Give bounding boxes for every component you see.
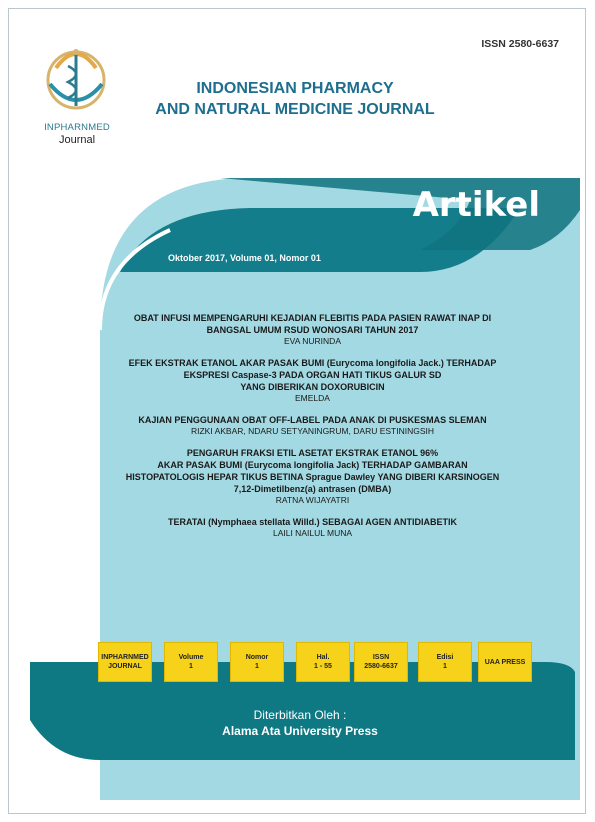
article-item [90,414,535,437]
publisher-label: Diterbitkan Oleh : [253,708,347,722]
artikel-heading: Artikel [412,185,540,225]
article-item [90,447,535,506]
info-box-issn: ISSN 2580-6637 [354,642,408,682]
info-box-row [98,642,538,682]
journal-title-line: AND NATURAL MEDICINE JOURNAL [155,101,435,118]
article-title: EFEK EKSTRAK ETANOL AKAR PASAK BUMI (Eurycoma longifolia Jack.) TERHADAP EKSPRESI Caspase-3 PADA ORGAN HATI TIKUS GALUR SD YANG DIBERIKAN DOXORUBICIN [128,358,497,392]
info-box-volume: Volume 1 [164,642,218,682]
article-title: KAJIAN PENGGUNAAN OBAT OFF-LABEL PADA ANAK DI PUSKESMAS SLEMAN [138,415,487,425]
article-list [90,312,535,549]
journal-logo [36,38,116,118]
article-author: EVA NURINDA [284,336,341,346]
article-item [90,516,535,539]
info-box-pages: Hal. 1 - 55 [296,642,350,682]
info-box-edition: Edisi 1 [418,642,472,682]
info-box-journal: INPHARNMED JOURNAL [98,642,152,682]
article-title: OBAT INFUSI MEMPENGARUHI KEJADIAN FLEBITIS PADA PASIEN RAWAT INAP DI BANGSAL UMUM RSUD WONOSARI TAHUN 2017 [133,313,492,335]
article-author: LAILI NAILUL MUNA [272,528,353,538]
journal-title-line: INDONESIAN PHARMACY [196,80,394,97]
publisher-name: Alama Ata University Press [222,724,378,738]
issue-line: Oktober 2017, Volume 01, Nomor 01 [168,253,321,263]
info-box-number: Nomor 1 [230,642,284,682]
article-item [90,312,535,347]
logo-subtitle: Journal [58,134,96,146]
article-title: TERATAI (Nymphaea stellata Willd.) SEBAGAI AGEN ANTIDIABETIK [168,517,457,527]
info-box-press: UAA PRESS [478,642,532,682]
issn-label: ISSN 2580-6637 [481,38,559,50]
article-title: PENGARUH FRAKSI ETIL ASETAT EKSTRAK ETANOL 96% AKAR PASAK BUMI (Eurycoma longifolia Jack) TERHADAP GAMBARAN HISTOPATOLOGIS HEPAR TIKUS BETINA Sprague Dawley YANG DIBERI KARSINOGEN 7,12-Dimetilbenz(a) antrasen (DMBA) [125,448,500,494]
logo-name: INPHARNMED [44,122,110,133]
article-author: RATNA WIJAYATRI [275,495,350,505]
article-author: EMELDA [295,393,330,403]
article-item [90,357,535,404]
journal-title [130,78,460,120]
article-author: RIZKI AKBAR, NDARU SETYANINGRUM, DARU ESTININGSIH [190,426,435,436]
